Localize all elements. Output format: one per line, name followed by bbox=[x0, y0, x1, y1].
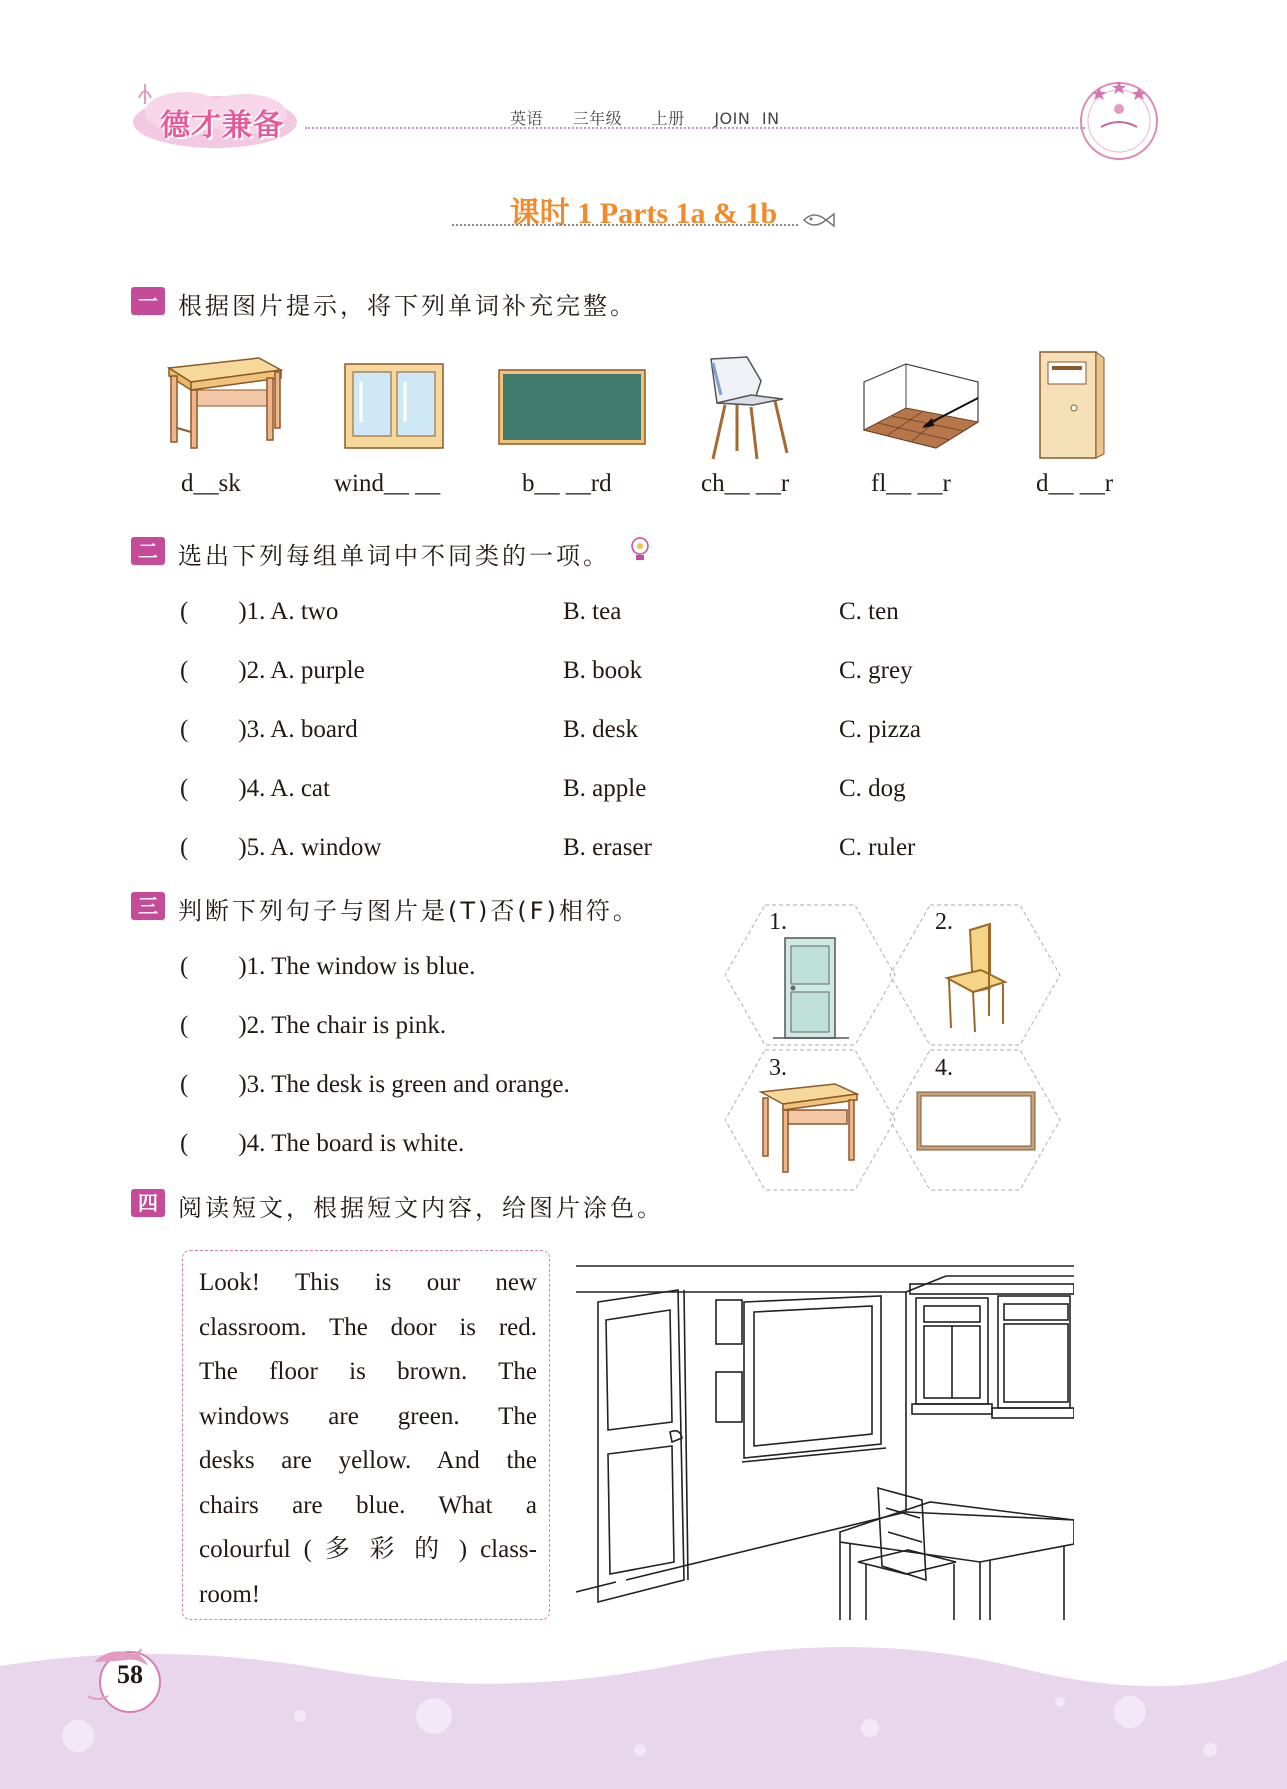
tf-sentence: )1. The window is blue. bbox=[238, 953, 476, 980]
word-blank-window: wind__ __ bbox=[334, 470, 441, 497]
passage-line: chairs are blue. What a bbox=[199, 1491, 537, 1519]
mc-option-b: B. tea bbox=[563, 598, 622, 625]
lesson-title: 课时 1 Parts 1a & 1b bbox=[509, 197, 778, 230]
passage-line: classroom. The door is red. bbox=[199, 1313, 537, 1341]
chair-picture bbox=[703, 355, 793, 463]
tf-item-2 bbox=[180, 1012, 446, 1040]
section4-title: 阅读短文，根据短文内容，给图片涂色。 bbox=[178, 1194, 664, 1222]
tf-item-3 bbox=[180, 1071, 570, 1099]
page-number: 58 bbox=[117, 1660, 143, 1689]
tf-board-picture bbox=[917, 1092, 1035, 1150]
passage-line: room! bbox=[199, 1580, 261, 1608]
lightbulb-icon bbox=[629, 535, 651, 563]
tf-door-picture bbox=[773, 938, 849, 1038]
door-picture bbox=[1038, 350, 1106, 462]
passage-line: windows are green. The bbox=[199, 1402, 537, 1430]
answer-paren[interactable]: ( bbox=[180, 1012, 239, 1039]
mc-option-c: C. grey bbox=[839, 657, 913, 684]
tf-sentence: )4. The board is white. bbox=[238, 1130, 465, 1157]
reading-passage bbox=[182, 1250, 550, 1620]
fish-icon bbox=[800, 208, 836, 232]
mc-option-a: )4. A. cat bbox=[238, 775, 330, 802]
word-blank-board: b__ __rd bbox=[522, 470, 612, 497]
mc-option-c: C. pizza bbox=[839, 716, 921, 743]
answer-paren[interactable]: ( bbox=[180, 657, 239, 684]
mc-option-c: C. ten bbox=[839, 598, 899, 625]
mc-option-a: )2. A. purple bbox=[238, 657, 365, 684]
section2-badge: 二 bbox=[131, 537, 165, 565]
header-volume: 上册 bbox=[651, 109, 685, 128]
floor-picture bbox=[862, 360, 982, 452]
tf-item-1 bbox=[180, 953, 475, 981]
header-info bbox=[510, 106, 798, 129]
section1-badge: 一 bbox=[131, 287, 165, 315]
section2-title: 选出下列每组单词中不同类的一项。 bbox=[178, 542, 610, 570]
word-blank-desk: d__sk bbox=[181, 470, 241, 497]
tf-sentence: )3. The desk is green and orange. bbox=[238, 1071, 570, 1098]
answer-paren[interactable]: ( bbox=[180, 1071, 239, 1098]
passage-line: desks are yellow. And the bbox=[199, 1447, 537, 1474]
footer-wave-decoration bbox=[0, 1620, 1287, 1789]
mc-item-3 bbox=[180, 716, 358, 744]
classroom-coloring-picture[interactable] bbox=[576, 1262, 1074, 1624]
section1-title: 根据图片提示，将下列单词补充完整。 bbox=[178, 292, 637, 320]
word-blank-floor: fl__ __r bbox=[871, 470, 951, 497]
brand-logo-text: 德才兼备 bbox=[160, 108, 284, 143]
mc-item-1 bbox=[180, 598, 338, 626]
tf-picture-grid bbox=[725, 900, 1065, 1200]
passage-line: colourful ( 多 彩 的 ) class- bbox=[199, 1536, 537, 1563]
tf-chair-picture bbox=[947, 924, 1005, 1032]
publisher-seal-icon bbox=[1075, 75, 1163, 163]
answer-paren[interactable]: ( bbox=[180, 775, 239, 802]
section3-title: 判断下列句子与图片是(T)否(F)相符。 bbox=[178, 897, 640, 925]
tf-picture-label-3: 3. bbox=[769, 1055, 787, 1081]
tf-picture-label-1: 1. bbox=[769, 909, 787, 935]
answer-paren[interactable]: ( bbox=[180, 953, 239, 980]
word-blank-door: d__ __r bbox=[1036, 470, 1114, 497]
mc-option-c: C. dog bbox=[839, 775, 906, 802]
mc-item-2 bbox=[180, 657, 365, 685]
answer-paren[interactable]: ( bbox=[180, 1130, 239, 1157]
tf-sentence: )2. The chair is pink. bbox=[238, 1012, 447, 1039]
header-grade: 三年级 bbox=[572, 109, 623, 128]
window-picture bbox=[343, 362, 445, 450]
word-blank-chair: ch__ __r bbox=[701, 470, 790, 497]
answer-paren[interactable]: ( bbox=[180, 834, 239, 861]
passage-line: Look! This is our new bbox=[199, 1269, 537, 1296]
mc-option-a: )1. A. two bbox=[238, 598, 339, 625]
mc-option-c: C. ruler bbox=[839, 834, 916, 861]
header-series: JOIN IN bbox=[714, 109, 780, 128]
header-subject: 英语 bbox=[510, 109, 544, 128]
answer-paren[interactable]: ( bbox=[180, 716, 239, 743]
tf-item-4 bbox=[180, 1130, 464, 1158]
desk-picture bbox=[163, 352, 283, 450]
mc-option-b: B. eraser bbox=[563, 834, 652, 861]
mc-option-a: )3. A. board bbox=[238, 716, 358, 743]
section4-badge: 四 bbox=[131, 1189, 165, 1217]
answer-paren[interactable]: ( bbox=[180, 598, 239, 625]
tf-picture-label-2: 2. bbox=[935, 909, 953, 935]
lesson-title-underline bbox=[452, 224, 798, 226]
mc-item-4 bbox=[180, 775, 330, 803]
section3-badge: 三 bbox=[131, 892, 165, 920]
tf-desk-picture bbox=[761, 1084, 857, 1172]
passage-line: The floor is brown. The bbox=[199, 1358, 537, 1385]
mc-option-b: B. desk bbox=[563, 716, 638, 743]
board-picture bbox=[497, 368, 647, 446]
mc-item-5 bbox=[180, 834, 381, 862]
mc-option-b: B. book bbox=[563, 657, 643, 684]
mc-option-b: B. apple bbox=[563, 775, 647, 802]
tf-picture-label-4: 4. bbox=[935, 1055, 953, 1081]
mc-option-a: )5. A. window bbox=[238, 834, 382, 861]
